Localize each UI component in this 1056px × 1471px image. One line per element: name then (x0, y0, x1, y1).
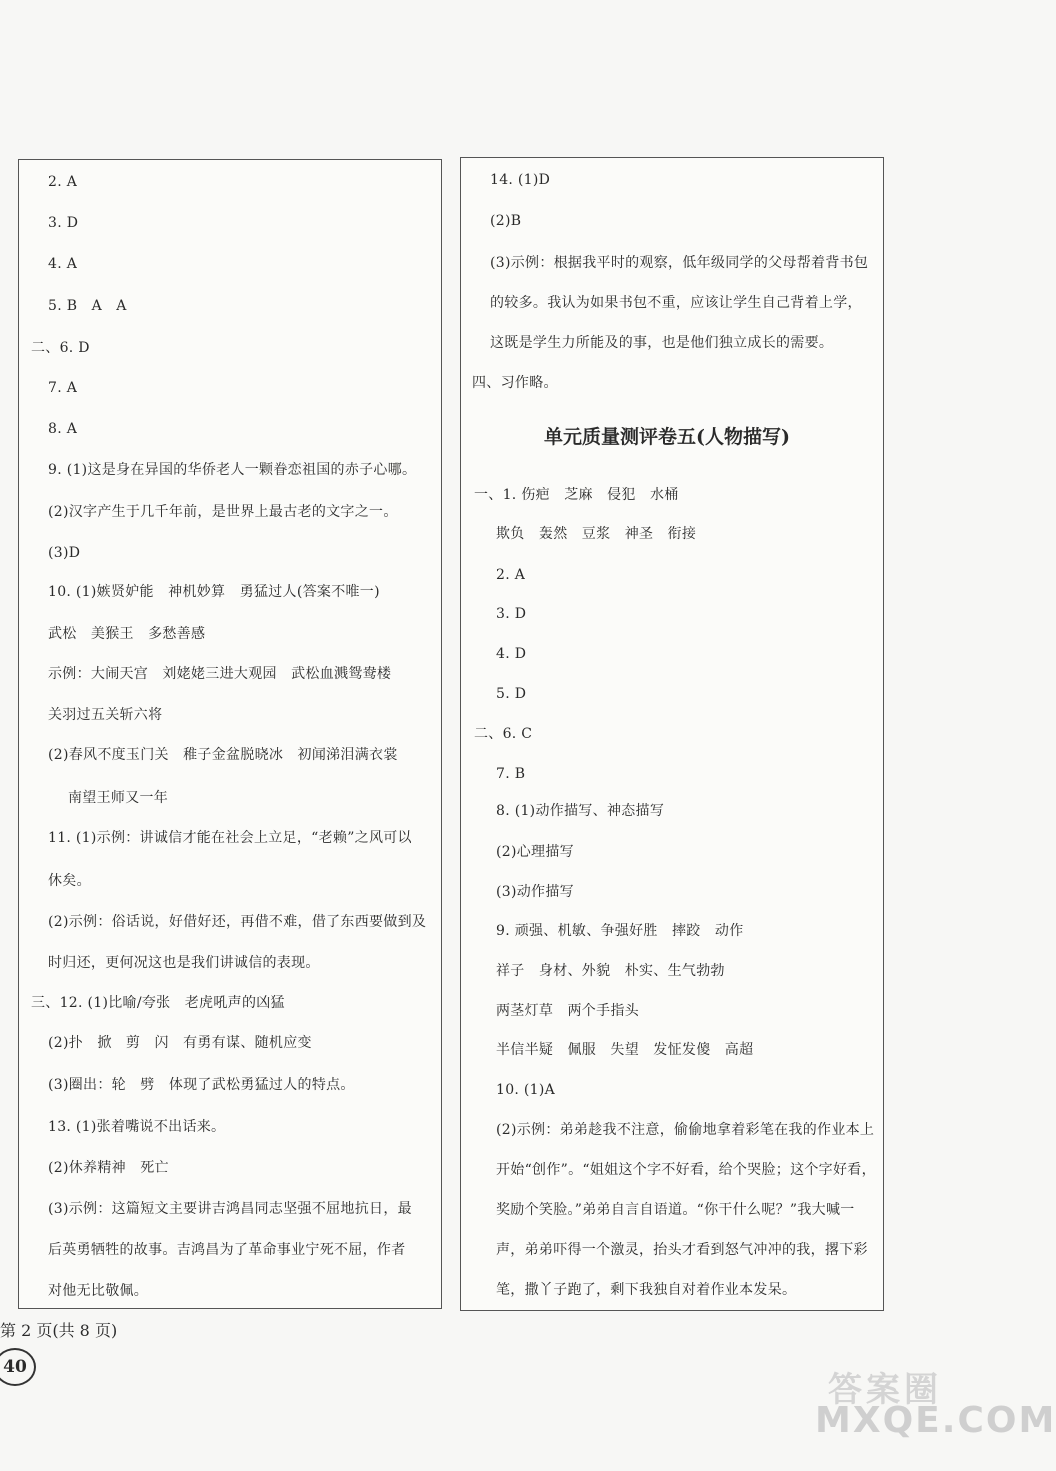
section-title: 单元质量测评卷五(人物描写) (544, 426, 790, 448)
left-answer-line: (3)圈出：轮 劈 体现了武松勇猛过人的特点。 (48, 1077, 355, 1093)
right-answer-line: 8. (1)动作描写、神态描写 (496, 803, 665, 819)
right-answer-line: 四、习作略。 (472, 375, 558, 391)
right-answer-line: 2. A (496, 567, 526, 583)
right-answer-line: 10. (1)A (496, 1082, 556, 1098)
left-answer-line: (2)汉字产生于几千年前，是世界上最古老的文字之一。 (48, 504, 398, 520)
right-answer-line: (2)示例：弟弟趁我不注意，偷偷地拿着彩笔在我的作业本上 (496, 1122, 875, 1138)
left-answer-line: 示例：大闹天宫 刘姥姥三进大观园 武松血溅鸳鸯楼 (48, 666, 392, 682)
right-answer-line: (2)心理描写 (496, 844, 574, 860)
page-footer: 第 2 页(共 8 页) (0, 1321, 118, 1340)
page-number-badge: 40 (0, 1348, 36, 1386)
left-answer-line: 5. B A A (48, 298, 127, 314)
right-answer-line: 9. 顽强、机敏、争强好胜 摔跤 动作 (496, 923, 744, 939)
left-answer-line: 4. A (48, 256, 78, 272)
right-answer-line: (2)B (490, 213, 522, 229)
left-answer-line: 3. D (48, 215, 79, 231)
left-answer-line: (3)示例：这篇短文主要讲吉鸿昌同志坚强不屈地抗日，最 (48, 1201, 412, 1217)
left-answer-line: 9. (1)这是身在异国的华侨老人一颗眷恋祖国的赤子心哪。 (48, 462, 417, 478)
left-answer-line: 8. A (48, 421, 78, 437)
left-answer-line: 南望王师又一年 (68, 790, 169, 806)
right-answer-line: 开始“创作”。“姐姐这个字不好看，给个哭脸；这个字好看， (496, 1162, 876, 1178)
left-answer-line: (2)扑 掀 剪 闪 有勇有谋、随机应变 (48, 1035, 312, 1051)
right-answer-line: 笔，撒丫子跑了，剩下我独自对着作业本发呆。 (496, 1282, 797, 1298)
left-answer-line: 时归还，更何况这也是我们讲诚信的表现。 (48, 955, 320, 971)
right-answer-line: 二、6. C (474, 726, 533, 742)
left-answer-line: 武松 美猴王 多愁善感 (48, 626, 206, 642)
left-answer-line: 13. (1)张着嘴说不出话来。 (48, 1119, 226, 1135)
right-answer-line: 这既是学生力所能及的事，也是他们独立成长的需要。 (490, 335, 834, 351)
left-answer-line: 休矣。 (48, 873, 91, 889)
right-answer-line: 祥子 身材、外貌 朴实、生气勃勃 (496, 963, 725, 979)
right-answer-line: 4. D (496, 646, 527, 662)
left-answer-line: 对他无比敬佩。 (48, 1283, 149, 1299)
left-answer-line: (2)示例：俗话说，好借好还，再借不难，借了东西要做到及 (48, 914, 427, 930)
left-answer-line: 10. (1)嫉贤妒能 神机妙算 勇猛过人(答案不唯一) (48, 584, 380, 600)
left-answer-line: (2)春风不度玉门关 稚子金盆脱晓冰 初闻涕泪满衣裳 (48, 747, 398, 763)
right-answer-line: 14. (1)D (490, 172, 551, 188)
right-answer-line: 3. D (496, 606, 527, 622)
left-answer-line: 7. A (48, 380, 78, 396)
left-answer-line: 2. A (48, 174, 78, 190)
left-answer-line: 后英勇牺牲的故事。吉鸿昌为了革命事业宁死不屈，作者 (48, 1242, 406, 1258)
right-answer-line: 半信半疑 佩服 失望 发怔发傻 高超 (496, 1042, 754, 1058)
watermark-logo: 答案圈 (828, 1370, 942, 1410)
right-answer-line: (3)动作描写 (496, 884, 574, 900)
left-answer-line: 三、12. (1)比喻/夸张 老虎吼声的凶猛 (31, 995, 285, 1011)
right-answer-line: 一、1. 伤疤 芝麻 侵犯 水桶 (474, 487, 679, 503)
watermark-url: MXQE.COM (815, 1400, 1056, 1441)
left-answer-line: (2)休养精神 死亡 (48, 1160, 169, 1176)
right-answer-line: 声，弟弟吓得一个激灵，抬头才看到怒气冲冲的我，撂下彩 (496, 1242, 868, 1258)
right-answer-line: 奖励个笑脸。”弟弟自言自语道。“你干什么呢？”我大喊一 (496, 1202, 855, 1218)
left-answer-line: (3)D (48, 545, 81, 561)
right-answer-line: 的较多。我认为如果书包不重，应该让学生自己背着上学， (490, 295, 862, 311)
right-answer-line: 欺负 轰然 豆浆 神圣 衔接 (496, 526, 697, 542)
right-answer-line: 两茎灯草 两个手指头 (496, 1003, 639, 1019)
left-answer-line: 11. (1)示例：讲诚信才能在社会上立足，“老赖”之风可以 (48, 830, 412, 846)
right-answer-line: 7. B (496, 766, 526, 782)
right-answer-line: 5. D (496, 686, 527, 702)
right-answer-line: (3)示例：根据我平时的观察，低年级同学的父母帮着背书包 (490, 255, 869, 271)
left-answer-line: 关羽过五关斩六将 (48, 707, 163, 723)
left-answer-line: 二、6. D (31, 340, 90, 356)
